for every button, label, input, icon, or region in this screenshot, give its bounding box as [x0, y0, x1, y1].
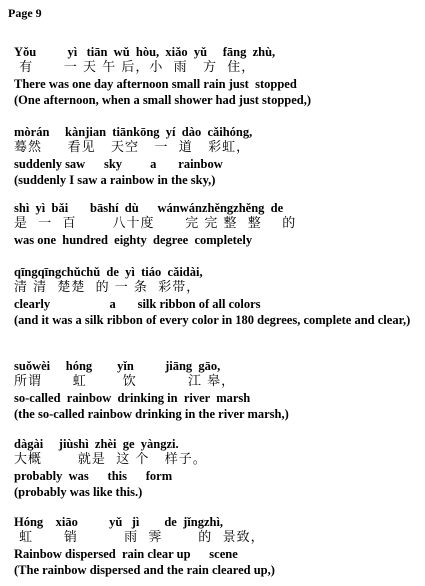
- pinyin-line: Yǒu yì tiān wǔ hòu, xiǎo yǔ fāng zhù,: [14, 45, 276, 59]
- stanza-1: [14, 44, 414, 108]
- pinyin-line: mòrán kànjian tiānkōng yí dào cǎihóng,: [14, 125, 253, 139]
- pinyin-line: shì yì bǎi bāshí dù wánwánzhěngzhěng de: [14, 201, 284, 215]
- chinese-line: 蓦然 看见 天空 一 道 彩虹，: [14, 140, 251, 155]
- chinese-line: 虹 销 雨 霁 的 景致，: [14, 530, 265, 545]
- chinese-line: 清 清 楚楚 的 一 条 彩带，: [14, 280, 201, 295]
- stanza-6: [14, 436, 414, 500]
- stanza-3: [14, 200, 414, 248]
- pinyin-line: dàgài jiùshì zhèi ge yàngzi.: [14, 437, 179, 451]
- pinyin-line: Hóng xiāo yǔ jì de jǐngzhì,: [14, 515, 224, 529]
- translation-line: (and it was a silk ribbon of every color in 180 degrees, complete and clear,): [14, 313, 411, 327]
- stanza-7: [14, 514, 414, 578]
- gloss-line: There was one day afternoon small rain just stopped: [14, 77, 297, 91]
- chinese-line: 有 一 天 午 后，小 雨 方 住，: [14, 60, 256, 75]
- gloss-line: was one hundred eighty degree completely: [14, 233, 253, 247]
- translation-line: (probably was like this.): [14, 485, 143, 499]
- pinyin-line: suǒwèi hóng yǐn jiāng gāo,: [14, 359, 221, 373]
- translation-line: (One afternoon, when a small shower had just stopped,): [14, 93, 312, 107]
- page-number: Page 9: [8, 6, 42, 20]
- translation-line: (The rainbow dispersed and the rain cleared up,): [14, 563, 275, 577]
- gloss-line: so-called rainbow drinking in river marsh: [14, 391, 251, 405]
- stanza-5: [14, 358, 414, 422]
- stanza-4: [14, 264, 414, 328]
- stanza-2: [14, 124, 414, 188]
- translation-line: (the so-called rainbow drinking in the river marsh,): [14, 407, 289, 421]
- gloss-line: Rainbow dispersed rain clear up scene: [14, 547, 238, 561]
- gloss-line: clearly a silk ribbon of all colors: [14, 297, 261, 311]
- chinese-line: 是 一 百 八十度 完 完 整 整 的: [14, 216, 297, 231]
- gloss-line: probably was this form: [14, 469, 173, 483]
- pinyin-line: qīngqīngchǔchǔ de yì tiáo cǎidài,: [14, 265, 203, 279]
- chinese-line: 大概 就是 这 个 样子。: [14, 452, 207, 467]
- translation-line: (suddenly I saw a rainbow in the sky,): [14, 173, 216, 187]
- gloss-line: suddenly saw sky a rainbow: [14, 157, 223, 171]
- chinese-line: 所谓 虹 饮 江 皋，: [14, 374, 236, 389]
